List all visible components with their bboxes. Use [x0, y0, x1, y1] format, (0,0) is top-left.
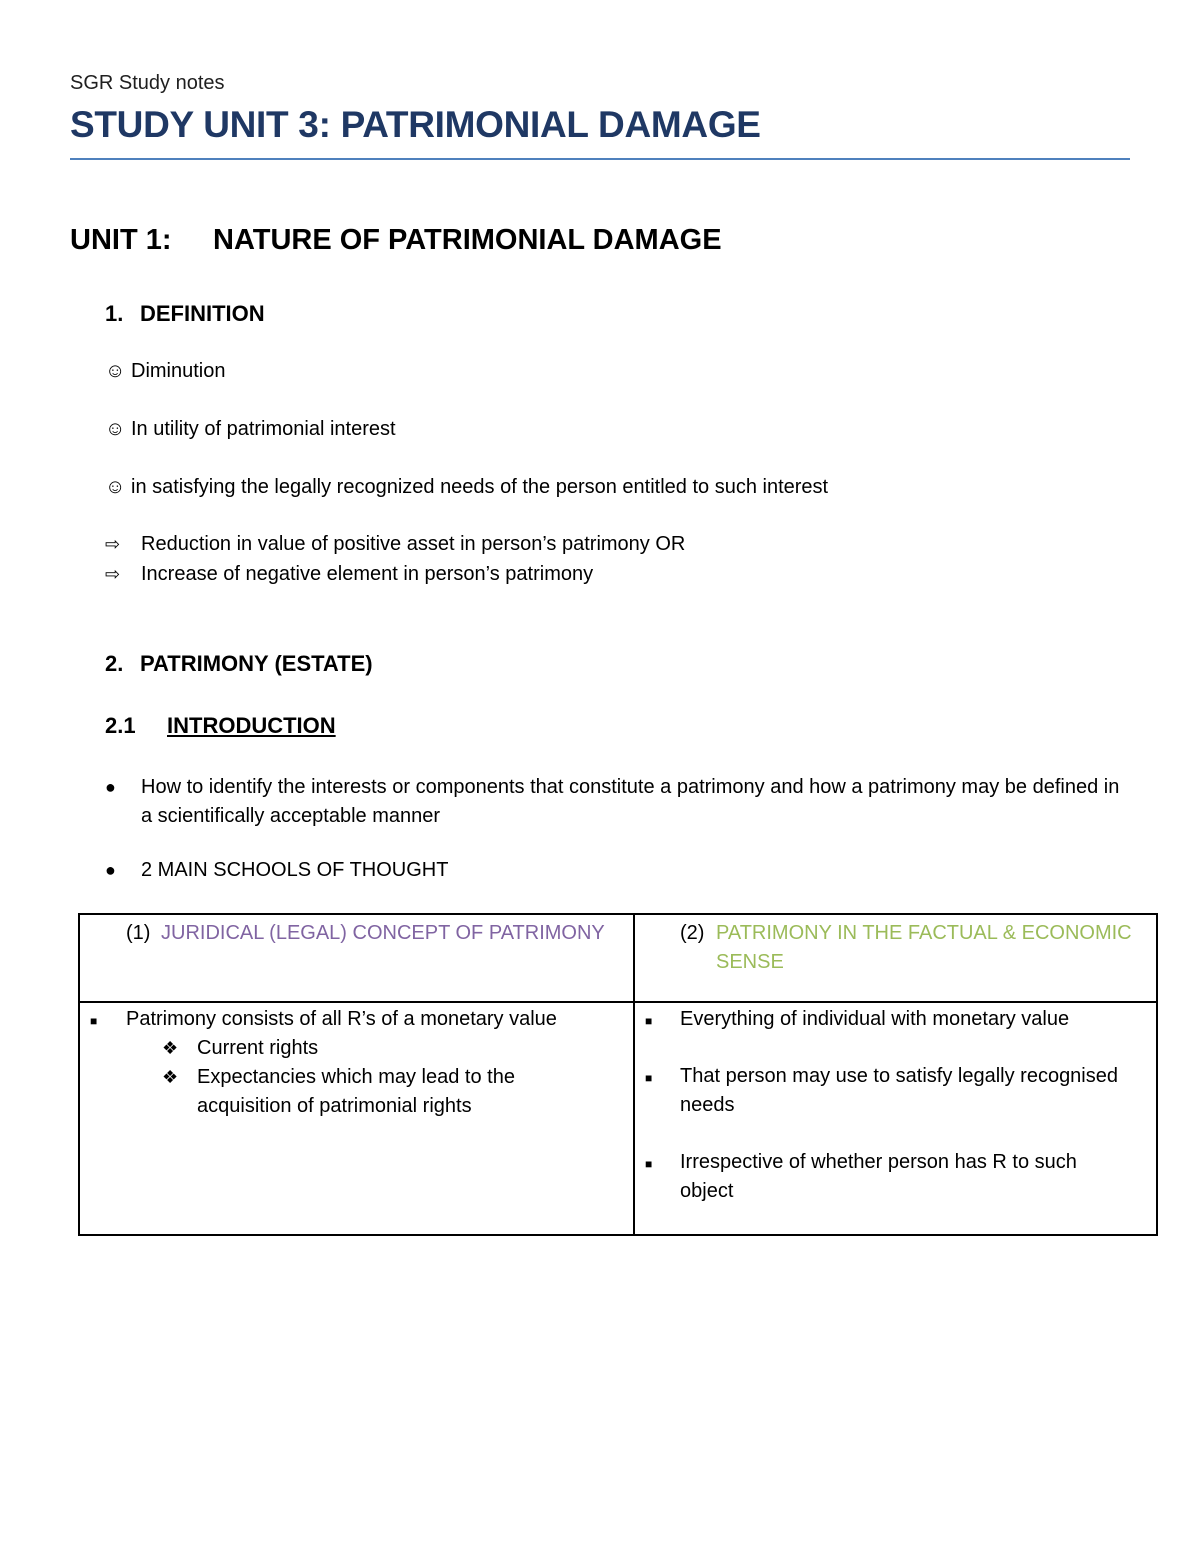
result-text: Increase of negative element in person’s patrimony	[141, 563, 594, 585]
juridical-title: JURIDICAL (LEGAL) CONCEPT OF PATRIMONY	[161, 922, 605, 944]
subitem-text: Expectancies which may lead to the acquisition of patrimonial rights	[197, 1066, 515, 1117]
list-item	[105, 773, 1125, 831]
section-1-heading	[105, 301, 265, 327]
definition-point	[105, 476, 828, 499]
juridical-header-cell	[79, 914, 634, 1002]
section-2-title: PATRIMONY (ESTATE)	[140, 651, 373, 676]
bullet-icon: ●	[105, 860, 116, 880]
diamond-bullet-icon: ❖	[162, 1038, 179, 1058]
list-item-text: 2 MAIN SCHOOLS OF THOUGHT	[141, 859, 449, 881]
bullet-icon: ●	[105, 777, 116, 797]
document-title: STUDY UNIT 3: PATRIMONIAL DAMAGE	[70, 104, 761, 145]
juridical-subitem	[162, 1034, 633, 1063]
smiley-icon: ☺	[105, 418, 126, 440]
juridical-items	[80, 1005, 633, 1121]
section-2-number: 2.	[105, 651, 124, 676]
section-1-number: 1.	[105, 301, 124, 326]
result-point	[105, 563, 593, 586]
schools-table	[78, 913, 1158, 1236]
subitem-text: Current rights	[197, 1037, 319, 1059]
title-rule	[70, 158, 1130, 160]
square-bullet-icon: ■	[645, 1157, 653, 1171]
juridical-subitem	[162, 1063, 577, 1121]
unit-title: NATURE OF PATRIMONIAL DAMAGE	[213, 224, 722, 256]
subsection-title: INTRODUCTION	[167, 713, 336, 738]
arrow-right-icon: ⇨	[105, 534, 121, 554]
factual-items	[635, 1005, 1156, 1206]
definition-point	[105, 418, 396, 441]
juridical-number: (1)	[126, 922, 151, 944]
definition-text: In utility of patrimonial interest	[131, 418, 396, 440]
section-1-title: DEFINITION	[140, 301, 265, 326]
factual-item-text: Irrespective of whether person has R to such object	[680, 1151, 1077, 1202]
factual-title: PATRIMONY IN THE FACTUAL & ECONOMIC SENSE	[716, 922, 1132, 973]
diamond-bullet-icon: ❖	[162, 1067, 179, 1087]
square-bullet-icon: ■	[645, 1071, 653, 1085]
subsection-number: 2.1	[105, 713, 136, 738]
arrow-right-icon: ⇨	[105, 564, 121, 584]
definition-text: Diminution	[131, 360, 226, 382]
juridical-item: Patrimony consists of all R’s of a monetary value	[126, 1008, 557, 1030]
square-bullet-icon: ■	[645, 1014, 653, 1028]
table-header-row	[79, 914, 1157, 1002]
table-body-row	[79, 1002, 1157, 1235]
definition-point	[105, 360, 225, 383]
section-2-heading	[105, 651, 373, 677]
header-label: SGR Study notes	[70, 72, 225, 94]
factual-header-cell	[634, 914, 1157, 1002]
definition-text: in satisfying the legally recognized needs of the person entitled to such interest	[131, 476, 829, 498]
factual-item-text: That person may use to satisfy legally recognised needs	[680, 1065, 1118, 1116]
factual-body-cell	[634, 1002, 1157, 1235]
subsection-heading	[105, 713, 336, 739]
factual-item-text: Everything of individual with monetary value	[680, 1008, 1070, 1030]
unit-number: UNIT 1:	[70, 224, 172, 256]
unit-heading	[70, 224, 722, 257]
juridical-heading	[80, 919, 633, 948]
list-item-text: How to identify the interests or components that constitute a patrimony and how a patrimony may be defined in a scientifically acceptable manner	[141, 776, 1120, 827]
smiley-icon: ☺	[105, 360, 126, 382]
smiley-icon: ☺	[105, 476, 126, 498]
square-bullet-icon: ■	[90, 1014, 98, 1028]
list-item	[105, 859, 448, 882]
factual-item	[635, 1062, 1156, 1120]
result-text: Reduction in value of positive asset in person’s patrimony OR	[141, 533, 686, 555]
juridical-body-cell	[79, 1002, 634, 1235]
factual-item	[635, 1005, 1156, 1034]
factual-number: (2)	[680, 922, 705, 944]
factual-heading	[635, 919, 1156, 977]
result-point	[105, 533, 685, 556]
factual-item	[635, 1148, 1156, 1206]
